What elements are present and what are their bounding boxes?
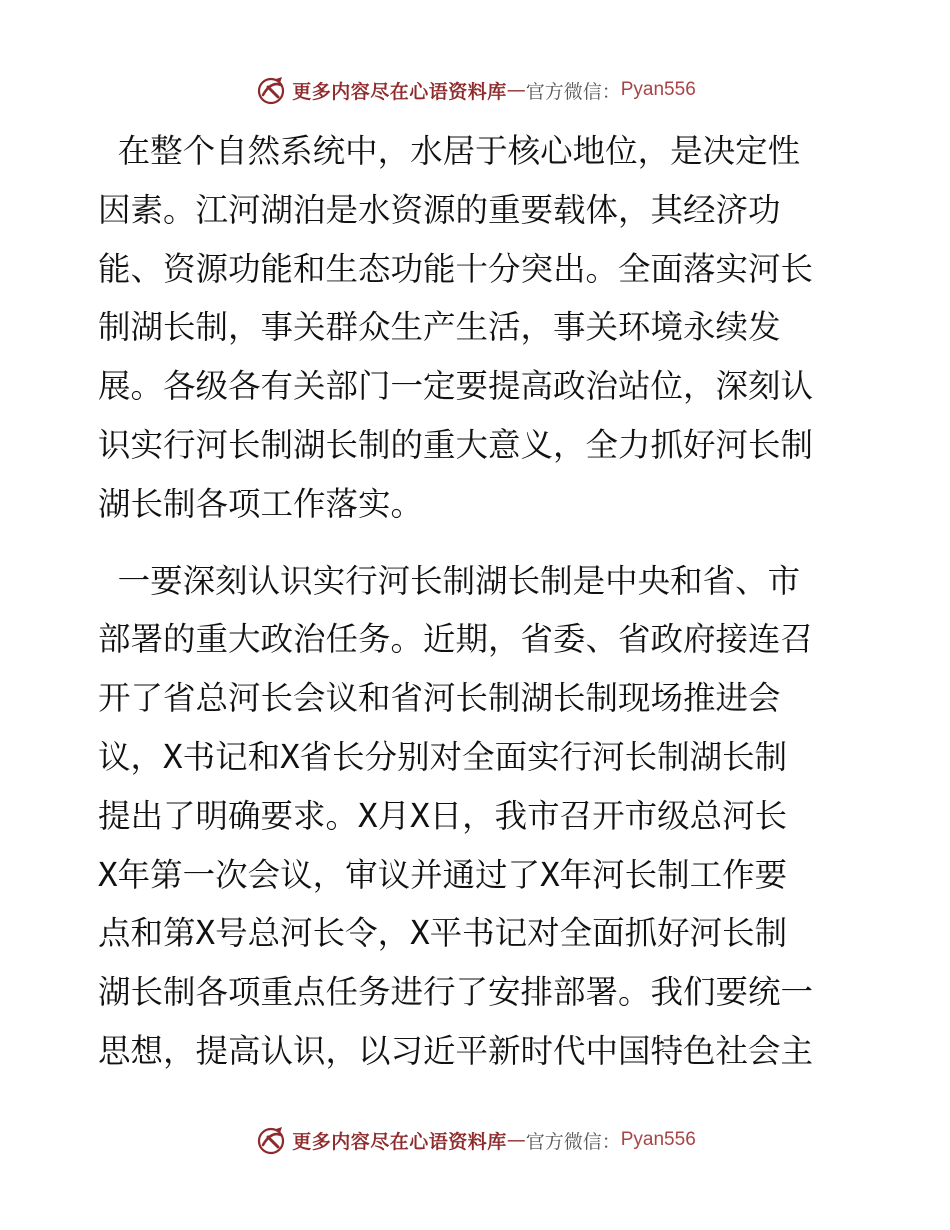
footer-wechat-id: Pyan556 [620, 1129, 696, 1150]
brand-logo-icon [254, 1123, 288, 1157]
header-banner [0, 70, 950, 110]
paragraph-1: 在整个自然系统中，水居于核心地位，是决定性 因素。江河湖泊是水资源的重要载体，其经济功 能、资源功能和生态功能十分突出。全面落实河长 制湖长制，事关群众生产生活，事关环境永续发 展。各级各有关部门一定要提高政治站位，深刻认 识实行河长制湖长制的重大意义，全力抓好河长制 湖长制各项工作落实。 [98, 132, 814, 523]
header-site-text: 更多内容尽在心语资料库 [292, 80, 507, 103]
footer-banner [0, 1120, 950, 1160]
footer-site-text: 更多内容尽在心语资料库 [292, 1130, 507, 1153]
header-wechat-label: 官方微信： [525, 80, 621, 103]
footer-separator: — [506, 1129, 526, 1151]
footer-wechat-label: 官方微信： [525, 1130, 621, 1153]
header-separator: — [506, 79, 526, 101]
document-body [98, 122, 858, 1081]
brand-logo-icon [254, 73, 288, 107]
header-wechat-id: Pyan556 [620, 79, 696, 100]
paragraph-2: 一要深刻认识实行河长制湖长制是中央和省、市 部署的重大政治任务。近期，省委、省政府接连召 开了省总河长会议和省河长制湖长制现场推进会 议，X书记和X省长分别对全面实行河长制湖长制 提出了明确要求。X月X日，我市召开市级总河长 X年第一次会议，审议并通过了X年河长制工作要 点和第X号总河长令，X平书记对全面抓好河长制 湖长制各项重点任务进行了安排部署。我们要统一 思想，提高认识，以习近平新时代中国特色社会主 [98, 561, 814, 1070]
